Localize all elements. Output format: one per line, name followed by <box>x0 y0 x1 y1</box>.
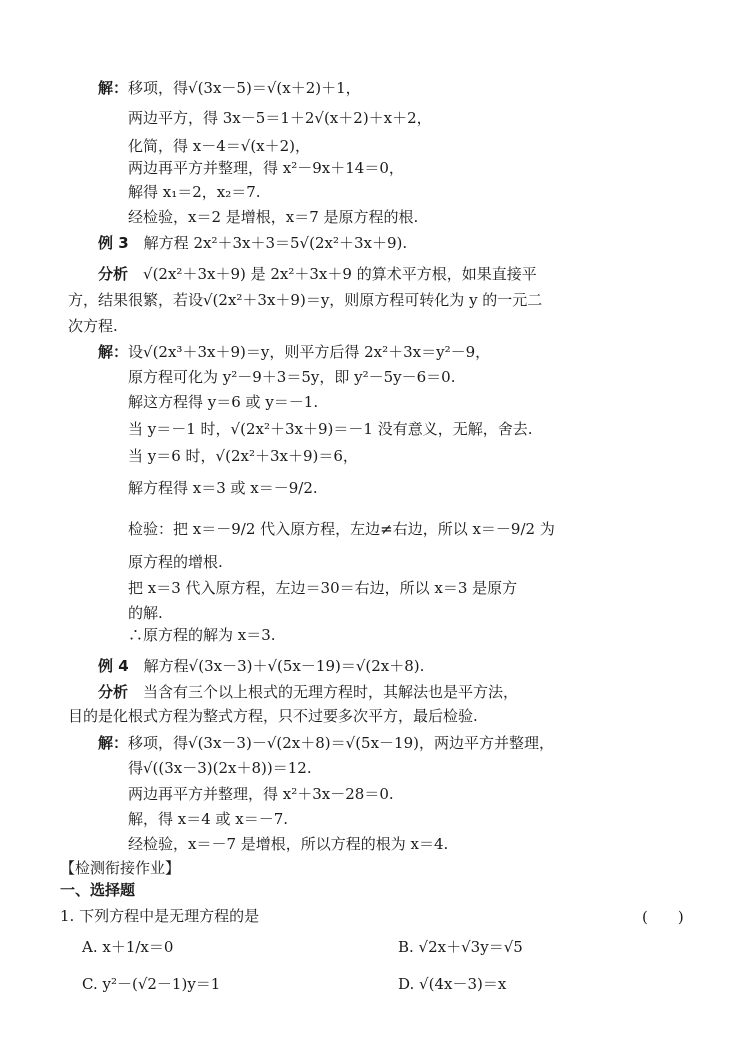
solution-line: 经检验，x＝2 是增根，x＝7 是原方程的根. <box>128 208 419 226</box>
analysis-line: 方，结果很繁，若设√(2x²＋3x＋9)＝y，则原方程可转化为 y 的一元二 <box>68 291 543 309</box>
example-heading <box>98 656 424 676</box>
analysis-line <box>98 264 537 284</box>
solution-line: 当 y＝6 时，√(2x²＋3x＋9)＝6， <box>128 447 358 465</box>
option-a[interactable]: A. x＋1/x＝0 <box>82 938 174 956</box>
line-text: 解方程√(3x－3)＋√(5x－19)＝√(2x＋8). <box>128 657 425 675</box>
solution-line <box>98 342 490 362</box>
line-text: √(2x²＋3x＋9) 是 2x²＋3x＋9 的算术平方根，如果直接平 <box>128 265 537 283</box>
solution-line: 解这方程得 y＝6 或 y＝－1. <box>128 393 319 411</box>
solution-line: 经检验，x＝－7 是增根，所以方程的根为 x＝4. <box>128 835 449 853</box>
analysis-label: 分析 <box>98 683 129 701</box>
example-label: 例 3 <box>98 234 129 252</box>
line-text: 解方程 2x²＋3x＋3＝5√(2x²＋3x＋9). <box>128 234 408 252</box>
subsection-title: 一、选择题 <box>60 881 136 899</box>
solution-line: 解，得 x＝4 或 x＝－7. <box>128 810 289 828</box>
solution-label: 解： <box>98 734 129 752</box>
solution-label: 解： <box>98 79 129 97</box>
analysis-line <box>98 682 518 702</box>
solution-line <box>98 78 361 98</box>
solution-line: 解方程得 x＝3 或 x＝－9/2. <box>128 479 318 497</box>
solution-line: 把 x＝3 代入原方程，左边＝30＝右边，所以 x＝3 是原方 <box>128 579 518 597</box>
analysis-line: 目的是化根式方程为整式方程，只不过要多次平方，最后检验. <box>68 707 478 725</box>
solution-line: 两边平方，得 3x－5＝1＋2√(x＋2)＋x＋2， <box>128 109 432 127</box>
line-text: 当含有三个以上根式的无理方程时，其解法也是平方法， <box>128 683 519 701</box>
solution-label: 解： <box>98 343 129 361</box>
solution-line: 原方程的增根. <box>128 553 223 571</box>
solution-line: 原方程可化为 y²－9＋3＝5y，即 y²－5y－6＝0. <box>128 368 456 386</box>
option-b[interactable]: B. √2x＋√3y＝√5 <box>398 938 523 956</box>
question-text: 1. 下列方程中是无理方程的是 <box>60 907 260 925</box>
solution-line: 的解. <box>128 604 163 622</box>
line-text: 移项，得√(3x－5)＝√(x＋2)＋1， <box>128 79 361 97</box>
solution-line: 化简，得 x－4＝√(x＋2)， <box>128 137 311 155</box>
solution-line: 两边再平方并整理，得 x²－9x＋14＝0， <box>128 159 404 177</box>
example-label: 例 4 <box>98 657 129 675</box>
section-title: 【检测衔接作业】 <box>60 859 181 877</box>
solution-line: 检验：把 x＝－9/2 代入原方程，左边≠右边，所以 x＝－9/2 为 <box>128 520 555 538</box>
solution-line: 当 y＝－1 时，√(2x²＋3x＋9)＝－1 没有意义，无解，舍去. <box>128 420 533 438</box>
solution-line: 得√((3x－3)(2x＋8))＝12. <box>128 759 312 777</box>
solution-line: 两边再平方并整理，得 x²＋3x－28＝0. <box>128 785 394 803</box>
solution-line <box>98 733 554 753</box>
example-heading <box>98 233 407 253</box>
line-text: 移项，得√(3x－3)－√(2x＋8)＝√(5x－19)，两边平方并整理， <box>128 734 554 752</box>
option-c[interactable]: C. y²－(√2－1)y＝1 <box>82 975 221 993</box>
line-text: 设√(2x³＋3x＋9)＝y，则平方后得 2x²＋3x＝y²－9， <box>128 343 491 361</box>
analysis-label: 分析 <box>98 265 129 283</box>
option-d[interactable]: D. √(4x－3)＝x <box>398 975 507 993</box>
analysis-line: 次方程. <box>68 317 118 335</box>
solution-line: 解得 x₁＝2，x₂＝7. <box>128 183 261 201</box>
answer-bracket: ( ) <box>642 908 684 926</box>
solution-line: ∴原方程的解为 x＝3. <box>128 626 276 644</box>
